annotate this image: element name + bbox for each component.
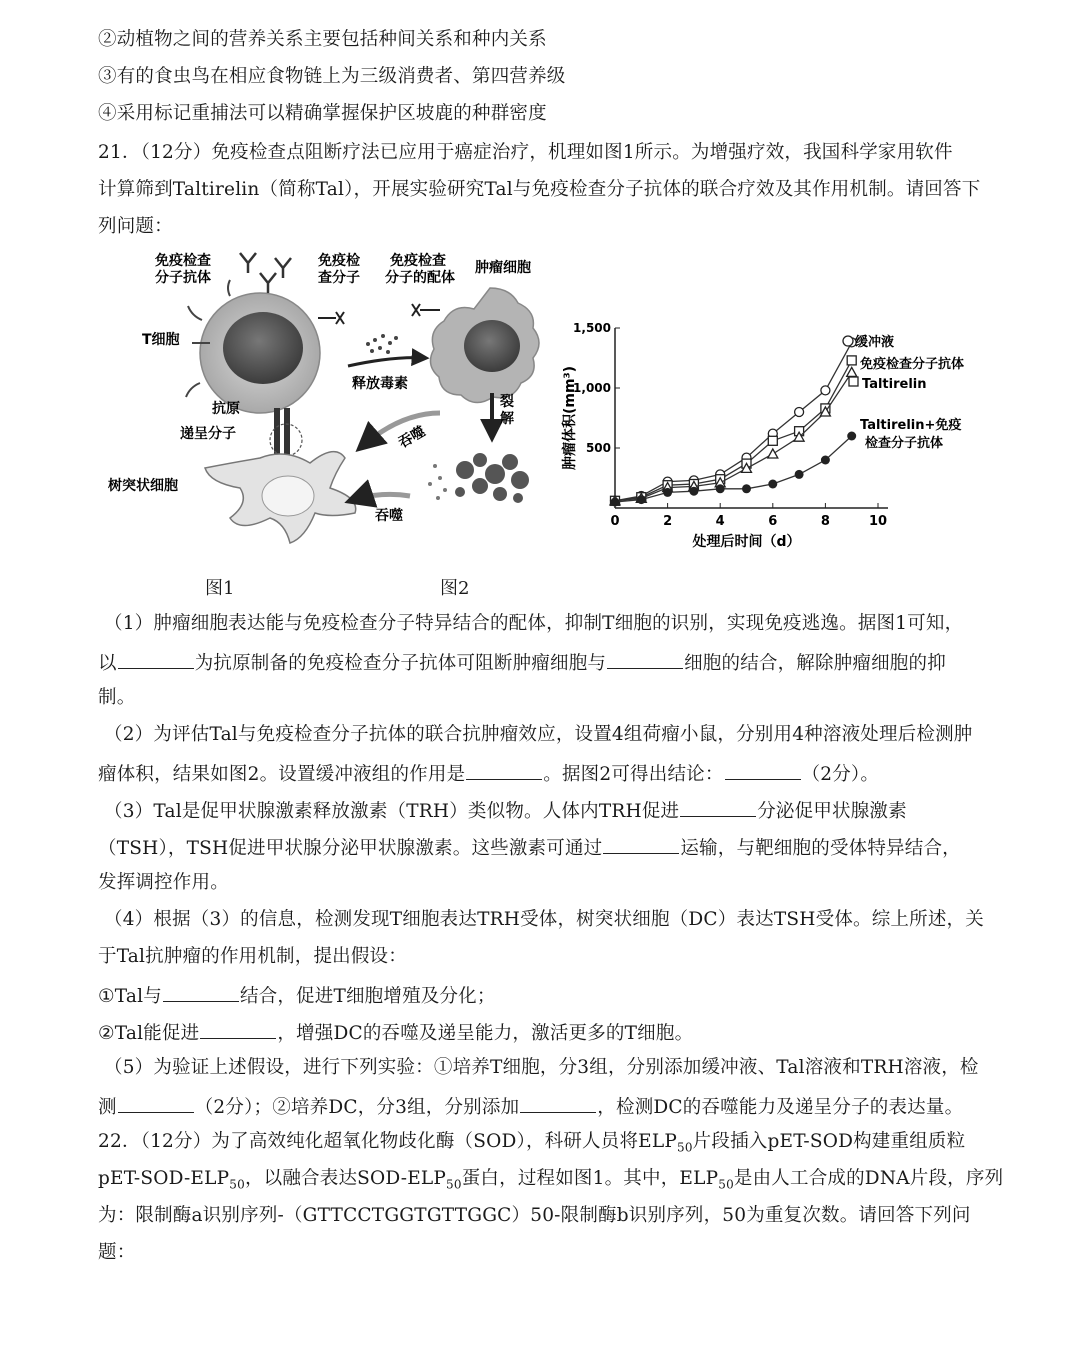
answer-blank[interactable] [607, 648, 683, 669]
series-line-1 [615, 360, 852, 500]
sub5-line2: 测 （2分）；②培养DC，分3组，分别添加 ，检测DC的吞噬能力及递呈分子的表达量。 [98, 1092, 963, 1121]
data-point [768, 436, 777, 445]
series-line-3 [615, 436, 852, 502]
answer-blank[interactable] [118, 1092, 194, 1113]
label-antigen: 抗原 [212, 401, 240, 417]
data-point [821, 456, 830, 465]
legend-marker-buffer [843, 336, 853, 346]
q22-line2: pET-$SOD-ELP_{50}$，以融合表达SOD-$ELP_{50}$蛋白，过程如图1。其中，$ELP_{50}$是由人工合成的DNA片段，序列 [98, 1168, 1004, 1192]
data-point [847, 356, 856, 365]
y-tick-label: 1,500 [573, 321, 611, 335]
answer-blank[interactable] [200, 1018, 276, 1039]
answer-blank[interactable] [725, 759, 801, 780]
sub2-line1: （2）为评估Tal与免疫检查分子抗体的联合抗肿瘤效应，设置4组荷瘤小鼠，分别用4种溶液处理后检测肿 [104, 724, 973, 745]
sub3-line3: 发挥调控作用。 [98, 872, 229, 893]
data-point [768, 480, 777, 489]
figure-1-diagram [100, 248, 570, 563]
answer-blank[interactable] [680, 796, 756, 817]
figure-2-chart [560, 318, 1010, 558]
option-2: ②动植物之间的营养关系主要包括种间关系和种内关系 [98, 29, 547, 50]
data-point [663, 488, 672, 497]
x-tick-label: 10 [868, 514, 888, 529]
label-lysis-2: 解 [500, 411, 514, 427]
label-phago-1: 吞噬 [396, 423, 429, 452]
x-tick-label: 6 [768, 514, 778, 529]
label-tcell: T细胞 [142, 332, 180, 348]
legend-combo-1: Taltirelin+免疫 [860, 418, 962, 433]
label-toxin: 释放毒素 [352, 376, 408, 392]
data-point [821, 386, 830, 395]
sub4-line2: 于Tal抗肿瘤的作用机制，提出假设： [98, 946, 407, 967]
q22-line1: 22．（12分）为了高效纯化超氧化物歧化酶（SOD），科研人员将$ELP_{50}$片段插入pET-SOD构建重组质粒 [98, 1131, 966, 1155]
label-ligand-2: 分子的配体 [385, 270, 455, 286]
label-antibody-1: 免疫检查 [155, 253, 211, 269]
x-tick-label: 4 [715, 514, 725, 529]
series-line-2 [615, 372, 852, 500]
data-point [795, 470, 804, 479]
label-checkpoint-2: 查分子 [318, 270, 360, 286]
label-tumor: 肿瘤细胞 [475, 260, 531, 276]
label-phago-2: 吞噬 [375, 508, 403, 524]
t-cell-nucleus [223, 312, 303, 384]
figure-2-caption: 图2 [440, 578, 470, 599]
answer-blank[interactable] [520, 1092, 596, 1113]
x-tick-label: 8 [820, 514, 830, 529]
legend-antibody: 免疫检查分子抗体 [860, 357, 965, 372]
label-antibody-2: 分子抗体 [155, 270, 211, 286]
legend-buffer: 缓冲液 [855, 335, 895, 350]
label-checkpoint-1: 免疫检 [318, 253, 360, 269]
x-tick-label: 2 [663, 514, 673, 529]
data-point [847, 432, 856, 441]
x-tick-label: 0 [610, 514, 620, 529]
label-lysis-1: 裂 [500, 394, 514, 410]
data-point [637, 495, 646, 504]
data-point [847, 367, 857, 376]
data-point [742, 484, 751, 493]
legend-marker-tal [849, 377, 858, 386]
sub1-line2: 以 为抗原制备的免疫检查分子抗体可阻断肿瘤细胞与 细胞的结合，解除肿瘤细胞的抑 [98, 648, 946, 677]
legend-tal: Taltirelin [862, 377, 927, 392]
sub1-line3: 制。 [98, 687, 136, 708]
label-dc: 树突状细胞 [108, 478, 178, 494]
sub1-line1: （1）肿瘤细胞表达能与免疫检查分子特异结合的配体，抑制T细胞的识别，实现免疫逃逸。据图1可知， [104, 613, 964, 634]
q21-stem-line3: 列问题： [98, 216, 173, 237]
data-point [768, 449, 778, 458]
y-tick-label: 500 [585, 441, 611, 455]
option-4: ④采用标记重捕法可以精确掌握保护区坡鹿的种群密度 [98, 103, 547, 124]
data-point [716, 484, 725, 493]
data-point [795, 408, 804, 417]
data-point [689, 487, 698, 496]
q21-stem-line2: 计算筛到Taltirelin（简称Tal），开展实验研究Tal与免疫检查分子抗体的联合疗效及其作用机制。请回答下 [98, 179, 981, 200]
answer-blank[interactable] [603, 833, 679, 854]
sub2-line2: 瘤体积，结果如图2。设置缓冲液组的作用是 。据图2可得出结论： （2分）。 [98, 759, 879, 788]
q21-stem-line1: 21．（12分）免疫检查点阻断疗法已应用于癌症治疗，机理如图1所示。为增强疗效，我国科学家用软件 [98, 142, 953, 163]
answer-blank[interactable] [163, 981, 239, 1002]
q22-line3: 为：限制酶a识别序列-（GTTCCTGGTGTTGGC）50-限制酶b识别序列，50为重复次数。请回答下列问 [98, 1205, 971, 1226]
x-axis-label: 处理后时间（d） [692, 534, 801, 550]
label-presenter: 递呈分子 [180, 426, 236, 442]
legend-combo-2: 检查分子抗体 [865, 436, 944, 451]
y-tick-label: 1,000 [573, 381, 611, 395]
data-point [611, 498, 620, 507]
figure-1-caption: 图1 [205, 578, 235, 599]
sub3-line2: （TSH），TSH促进甲状腺分泌甲状腺激素。这些激素可通过 运输，与靶细胞的受体特异结合， [98, 833, 961, 862]
option-3: ③有的食虫鸟在相应食物链上为三级消费者、第四营养级 [98, 66, 566, 87]
antibody-icons [240, 253, 291, 293]
sub4-line3: ①Tal与 结合，促进T细胞增殖及分化； [98, 981, 496, 1010]
label-ligand-1: 免疫检查 [390, 253, 446, 269]
answer-blank[interactable] [118, 648, 194, 669]
sub5-line1: （5）为验证上述假设，进行下列实验：①培养T细胞，分3组，分别添加缓冲液、Tal溶液和TRH溶液，检 [104, 1057, 979, 1078]
q22-line4: 题： [98, 1242, 136, 1263]
sub4-line1: （4）根据（3）的信息，检测发现T细胞表达TRH受体，树突状细胞（DC）表达TSH受体。综上所述，关 [104, 909, 984, 930]
answer-blank[interactable] [466, 759, 542, 780]
sub3-line1: （3）Tal是促甲状腺激素释放激素（TRH）类似物。人体内TRH促进 分泌促甲状腺激素 [104, 796, 907, 825]
sub4-line4: ②Tal能促进 ，增强DC的吞噬及递呈能力，激活更多的T细胞。 [98, 1018, 693, 1047]
y-axis-label: 肿瘤体积(mm³) [562, 365, 578, 471]
